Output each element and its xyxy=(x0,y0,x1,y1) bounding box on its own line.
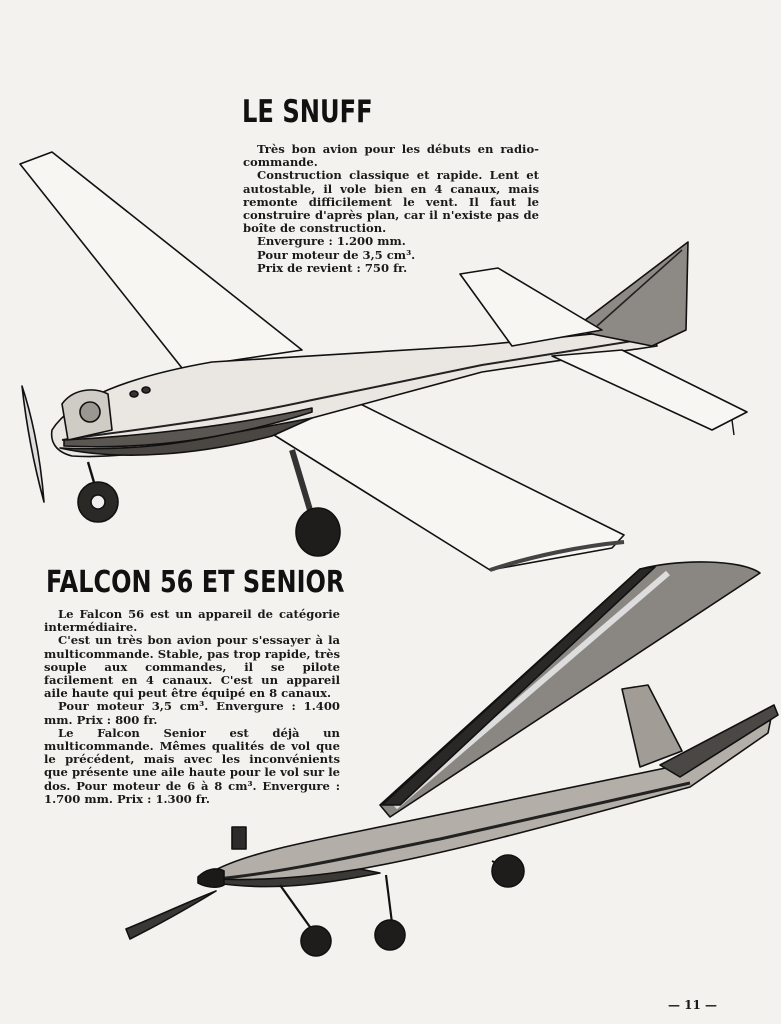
falcon-paragraph: Le Falcon 56 est un appareil de catégorie intermédiaire. xyxy=(44,607,340,635)
falcon-article xyxy=(44,608,340,806)
le-snuff-engine: Pour moteur de 3,5 cm³. xyxy=(257,247,416,262)
le-snuff-paragraph: Construction classique et rapide. Lent et autostable, il vole bien en 4 canaux, mais remonte difficilement le vent. Il faut le construire d'après plan, car il n'existe pas de boîte de construction. xyxy=(243,168,539,236)
falcon-specs: Pour moteur 3,5 cm³. Envergure : 1.400 mm. Prix : 800 fr. xyxy=(44,699,340,727)
falcon-senior-paragraph: Le Falcon Senior est déjà un multicommande. Mêmes qualités de vol que le précédent, mais avec les inconvénients que présente une aile haute pour le vol sur le dos. Pour moteur de 6 à 8 cm³. Envergure : 1.700 mm. Prix : 1.300 fr. xyxy=(44,725,340,806)
le-snuff-price: Prix de revient : 750 fr. xyxy=(257,260,408,275)
le-snuff-article xyxy=(243,143,539,275)
le-snuff-heading: LE SNUFF xyxy=(242,94,373,130)
le-snuff-paragraph: Très bon avion pour les débuts en radio-commande. xyxy=(243,142,539,170)
falcon-heading: FALCON 56 ET SENIOR xyxy=(46,565,345,600)
le-snuff-wingspan: Envergure : 1.200 mm. xyxy=(257,234,406,249)
falcon-paragraph: C'est un très bon avion pour s'essayer à la multicommande. Stable, pas trop rapide, très souple aux commandes, il se pilote facilement en 4 canaux. C'est un appareil aile haute qui peut être équipé en 8 canaux. xyxy=(44,633,340,701)
page-number: — 11 — xyxy=(668,998,718,1012)
